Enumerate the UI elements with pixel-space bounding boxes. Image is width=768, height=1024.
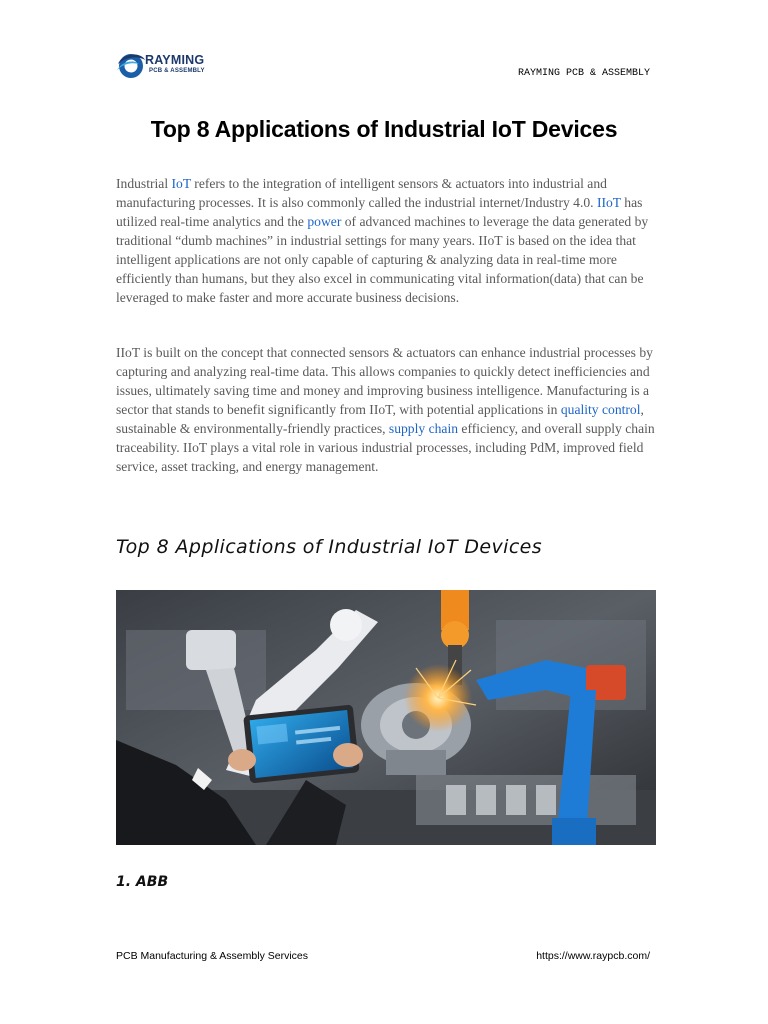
logo-subtitle: PCB & ASSEMBLY bbox=[149, 68, 205, 74]
paragraph-text: efficiency, and overall supply chain traceability. IIoT plays a vital role in various industrial processes, including PdM, improved field service, asset tracking, and energy management. bbox=[116, 421, 655, 474]
logo-swoosh-icon bbox=[115, 50, 147, 80]
footer-services: PCB Manufacturing & Assembly Services bbox=[116, 950, 308, 962]
footer-url-link[interactable]: https://www.raypcb.com/ bbox=[536, 950, 650, 962]
paragraph-text: of advanced machines to leverage the data generated by traditional “dumb machines” in industrial settings for many years. IIoT is based on the idea that intelligent applications are not only capable of capturing & analyzing data in real-time more efficiently than humans, but they also excel in communicating vital information(data) that can be leveraged to make faster and more accurate business decisions. bbox=[116, 214, 649, 305]
paragraph-text: , sustainable & environmentally-friendly practices, bbox=[116, 402, 644, 436]
rayming-logo[interactable] bbox=[115, 50, 215, 80]
paragraph-text: refers to the integration of intelligent sensors & actuators into industrial and manufacturing processes. It is also commonly called the industrial internet/Industry 4.0. bbox=[116, 176, 607, 210]
iot-link[interactable]: IoT bbox=[171, 176, 191, 191]
second-paragraph bbox=[116, 343, 656, 476]
power-link[interactable]: power bbox=[307, 214, 342, 229]
header-company-name: RAYMING PCB & ASSEMBLY bbox=[517, 68, 650, 79]
section-heading: Top 8 Applications of Industrial IoT Devices bbox=[116, 536, 543, 558]
logo-name: RAYMING bbox=[145, 53, 205, 67]
paragraph-text: has utilized real-time analytics and the bbox=[116, 195, 643, 229]
paragraph-text: IIoT is built on the concept that connected sensors & actuators can enhance industrial processes by capturing and analyzing real-time data. This allows companies to quickly detect inefficiencies and issues, ultimately saving time and money and improving business intelligence. Manufacturing is a sector that stands to benefit significantly from IIoT, with potential applications in bbox=[116, 345, 653, 417]
hero-image bbox=[116, 590, 656, 845]
intro-paragraph bbox=[116, 174, 656, 307]
page-title: Top 8 Applications of Industrial IoT Devices bbox=[150, 116, 618, 142]
paragraph-text: Industrial bbox=[116, 176, 172, 191]
supply-chain-link[interactable]: supply chain bbox=[388, 421, 459, 436]
iiot-link[interactable]: IIoT bbox=[596, 195, 621, 210]
list-heading-abb: 1. ABB bbox=[116, 874, 169, 890]
quality-control-link[interactable]: quality control bbox=[560, 402, 641, 417]
